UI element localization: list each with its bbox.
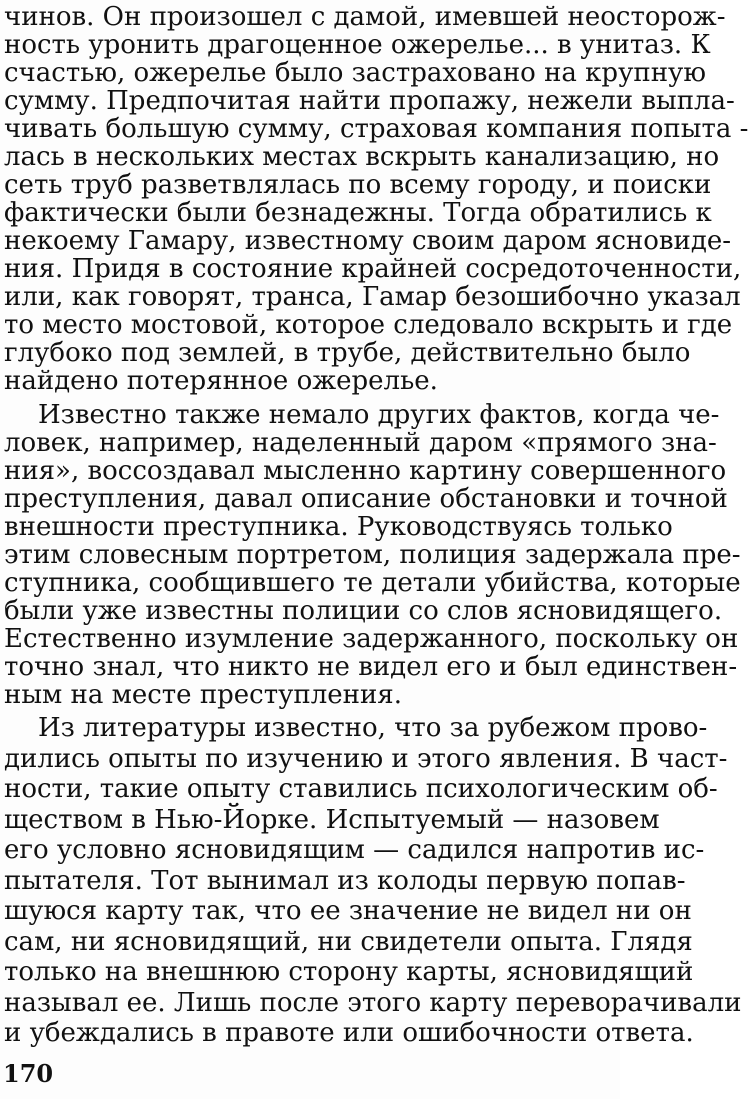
text-line: чинов. Он произошел с дамой, имевшей неосторож-	[4, 2, 726, 32]
text-line: сумму. Предпочитая найти пропажу, нежели выпла-	[4, 86, 735, 116]
text-line: некоему Гамару, известному своим даром ясновиде-	[4, 226, 732, 256]
text-line: дились опыты по изучению и этого явления. В част-	[4, 743, 728, 774]
text-line: ным на месте преступления.	[4, 680, 402, 710]
text-line: то место мостовой, которое следовало вскрыть и где	[4, 310, 733, 340]
text-line: точно знал, что никто не видел его и был единствен-	[4, 652, 738, 682]
text-line: называл ее. Лишь после этого карту переворачивали	[4, 987, 742, 1018]
text-line: внешности преступника. Руководствуясь только	[4, 512, 673, 542]
page-number: 170	[3, 1059, 54, 1088]
text-line: были уже известны полиции со слов ясновидящего.	[4, 596, 723, 626]
text-line: Известно также немало других фактов, когда че-	[38, 400, 720, 430]
text-line: сеть труб разветвлялась по всему городу, и поиски	[4, 170, 712, 200]
text-line: Естественно изумление задержанного, поскольку он	[4, 624, 739, 654]
text-line: счастью, ожерелье было застраховано на крупную	[4, 58, 706, 88]
text-line: ступника, сообщившего те детали убийства, которые	[4, 568, 741, 598]
text-line: глубоко под землей, в трубе, действительно было	[4, 338, 691, 368]
text-line: Из литературы известно, что за рубежом прово-	[38, 713, 708, 743]
text-line: лась в нескольких местах вскрыть канализацию, но	[4, 142, 720, 172]
text-line: ности, такие опыту ставились психологическим об-	[4, 774, 718, 804]
text-line: ность уронить драгоценное ожерелье... в унитаз. К	[4, 30, 711, 60]
text-line: этим словесным портретом, полиция задержала пре-	[4, 540, 741, 570]
text-line: фактически были безнадежны. Тогда обратились к	[4, 198, 712, 228]
text-line: и убеждались в правоте или ошибочности ответа.	[4, 1018, 694, 1048]
text-line: шуюся карту так, что ее значение не видел ни он	[4, 896, 692, 926]
text-line: ловек, например, наделенный даром «прямого зна-	[4, 428, 717, 458]
text-line: ществом в Нью-Йорке. Испытуемый — назовем	[4, 804, 660, 835]
text-line: чивать большую сумму, страховая компания попыта -	[4, 114, 748, 144]
text-line: или, как говорят, транса, Гамар безошибочно указал	[4, 282, 741, 312]
text-line: ния», воссоздавал мысленно картину совершенного	[4, 456, 727, 486]
text-line: сам, ни ясновидящий, ни свидетели опыта. Глядя	[4, 926, 693, 957]
text-line: преступления, давал описание обстановки и точной	[4, 484, 728, 514]
text-line: его условно ясновидящим — садился напротив ис-	[4, 835, 705, 865]
text-line: ния. Придя в состояние крайней сосредоточенности,	[4, 254, 742, 284]
text-line: только на внешнюю сторону карты, ясновидящий	[4, 957, 694, 987]
text-line: пытателя. Тот вынимал из колоды первую попав-	[4, 865, 686, 896]
text-line: найдено потерянное ожерелье.	[4, 366, 438, 396]
